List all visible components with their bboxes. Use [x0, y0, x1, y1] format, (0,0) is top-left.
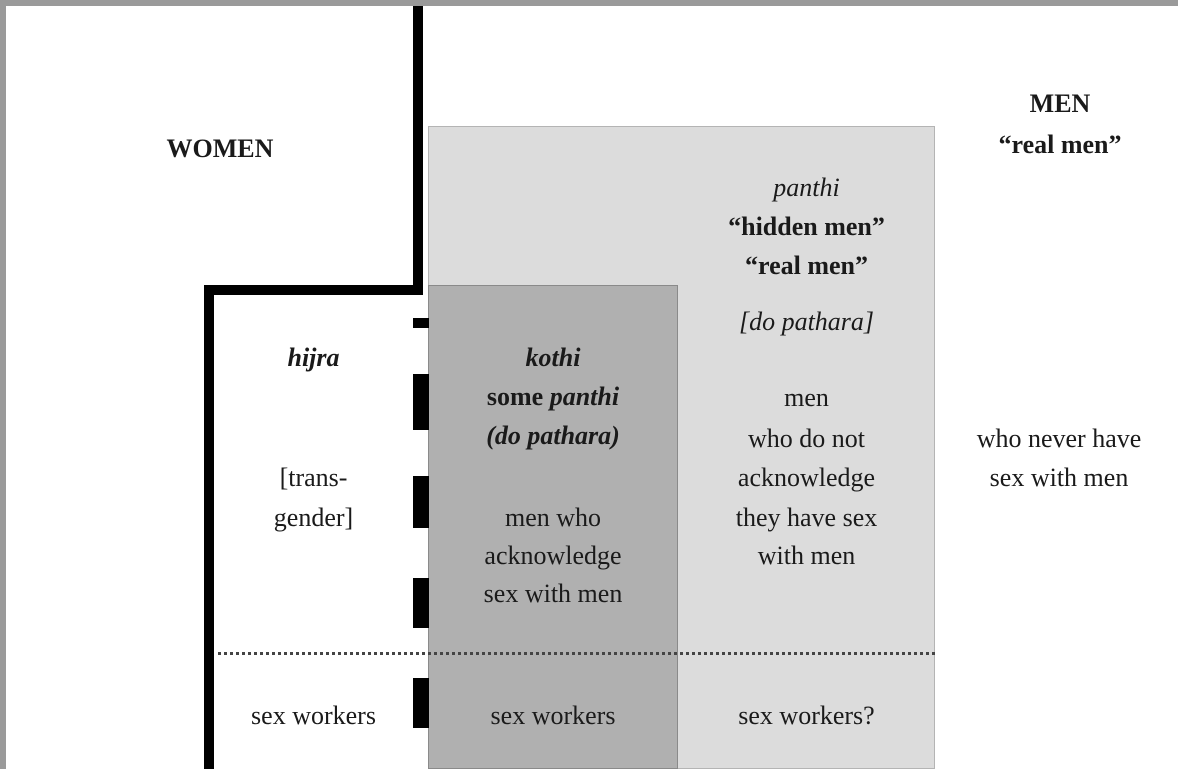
women-men-divider	[413, 6, 423, 294]
hijra-left-boundary	[204, 285, 214, 769]
sex-workers-separator	[218, 652, 935, 655]
panthi-sex-workers: sex workers?	[738, 701, 875, 730]
kothi-some-panthi	[428, 381, 678, 412]
men-sublabel: “real men”	[998, 130, 1122, 159]
panthi-do-pathara: [do pathara]	[738, 307, 875, 336]
kothi-desc-1: men who	[504, 503, 602, 532]
kothi-do-pathara: (do pathara)	[486, 421, 620, 450]
hijra-top-boundary	[204, 285, 423, 295]
hijra-desc-1: [trans-	[279, 463, 348, 492]
kothi-panthi-word: panthi	[549, 382, 620, 411]
dash-segment	[413, 578, 429, 628]
dash-segment	[413, 374, 429, 430]
panthi-alias-hidden-men: “hidden men”	[728, 212, 885, 241]
women-label: WOMEN	[166, 134, 274, 163]
hijra-term: hijra	[287, 343, 340, 372]
kothi-desc-2: acknowledge	[484, 541, 622, 570]
panthi-desc-3: acknowledge	[737, 463, 876, 492]
hijra-sex-workers: sex workers	[251, 701, 376, 730]
dash-segment	[413, 476, 429, 528]
left-border	[0, 0, 6, 769]
panthi-desc-4: they have sex	[735, 503, 878, 532]
kothi-term: kothi	[525, 343, 581, 372]
panthi-desc-2: who do not	[748, 424, 865, 453]
panthi-desc-1: men	[784, 383, 829, 412]
panthi-desc-5: with men	[757, 541, 856, 570]
men-label: MEN	[1029, 89, 1091, 118]
hijra-desc-2: gender]	[273, 503, 354, 532]
panthi-term: panthi	[773, 173, 840, 202]
panthi-alias-real-men: “real men”	[745, 251, 868, 280]
top-border	[0, 0, 1178, 6]
dash-segment	[413, 318, 429, 328]
real-men-desc-1: who never have	[976, 424, 1142, 453]
kothi-sex-workers: sex workers	[490, 701, 616, 730]
kothi-some-label: some	[486, 382, 550, 411]
dash-segment	[413, 678, 429, 728]
kothi-desc-3: sex with men	[483, 579, 623, 608]
real-men-desc-2: sex with men	[989, 463, 1129, 492]
